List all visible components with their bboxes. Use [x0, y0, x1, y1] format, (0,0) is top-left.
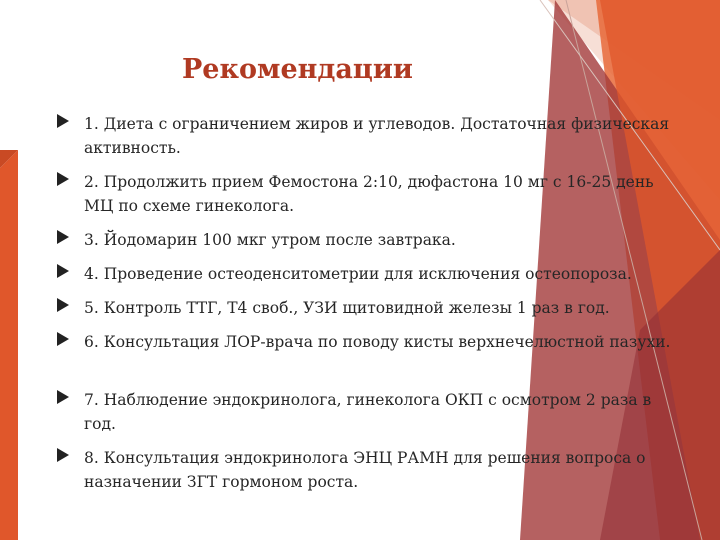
- right-triangle-arrow-icon: [57, 172, 69, 186]
- list-item-text: 2. Продолжить прием Фемостона 2:10, дюфастона 10 мг с 16-25 день МЦ по схеме гинеколога.: [84, 173, 654, 215]
- list-item-text: 8. Консультация эндокринолога ЭНЦ РАМН для решения вопроса о назначении ЗГТ гормоном роста.: [84, 449, 646, 491]
- list-item-text: 5. Контроль ТТГ, Т4 своб., УЗИ щитовидной железы 1 раз в год.: [84, 299, 610, 317]
- list-item-text: 6. Консультация ЛОР-врача по поводу кисты верхнечелюстной пазухи.: [84, 333, 671, 351]
- right-triangle-arrow-icon: [57, 264, 69, 278]
- list-item-text: 1. Диета с ограничением жиров и углеводов. Достаточная физическая активность.: [84, 115, 670, 157]
- list-item-text: 7. Наблюдение эндокринолога, гинеколога ОКП с осмотром 2 раза в год.: [84, 391, 652, 433]
- right-triangle-arrow-icon: [57, 230, 69, 244]
- right-triangle-arrow-icon: [57, 390, 69, 404]
- right-triangle-arrow-icon: [57, 298, 69, 312]
- slide-title: Рекомендации: [182, 54, 413, 85]
- right-triangle-arrow-icon: [57, 448, 69, 462]
- list-item-text: 3. Йодомарин 100 мкг утром после завтрака.: [84, 231, 456, 249]
- right-triangle-arrow-icon: [57, 332, 69, 346]
- right-triangle-arrow-icon: [57, 114, 69, 128]
- list-item-text: 4. Проведение остеоденситометрии для исключения остеопороза.: [84, 265, 632, 283]
